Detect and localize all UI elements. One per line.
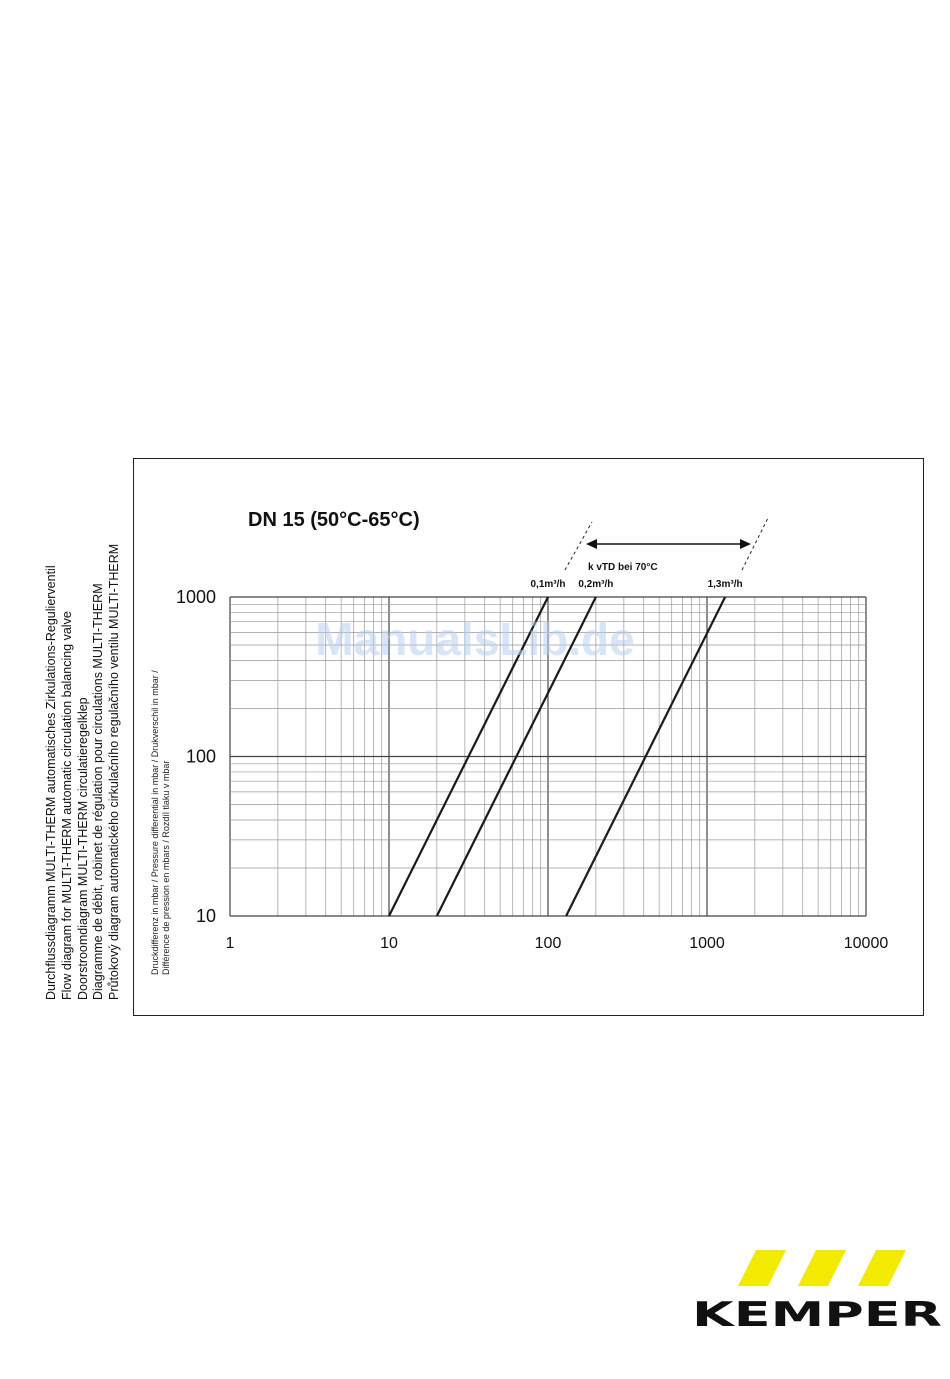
annotation-arrow-head: [740, 539, 751, 549]
x-tick-label: 1: [225, 935, 235, 952]
kemper-logo: [688, 1246, 948, 1336]
series-label: 0,2m³/h: [578, 579, 614, 590]
side-title-nl: Doorstroomdiagram MULTI-THERM circulatieregelklep: [75, 697, 90, 1000]
k-value-annotation: k vTD bei 70°C: [588, 562, 658, 573]
side-title-de: Durchflussdiagramm MULTI-THERM automatisches Zirkulations-Regulierventil: [44, 565, 58, 1000]
chart-title: DN 15 (50°C-65°C): [248, 509, 420, 531]
side-title-fr: Diagramme de débit, robinet de régulation pour circulations MULTI-THERM: [91, 583, 106, 1000]
y-axis-label-line2: Différence de pression en mbars / Rozdíl tlaku v mbar: [161, 760, 171, 975]
y-tick-label: 100: [185, 746, 216, 767]
side-title-cs: Průtokový diagram automatického cirkulačního regulačního ventilu MULTI-THERM: [107, 543, 122, 1000]
x-tick-label: 100: [534, 935, 562, 952]
side-title-en: Flow diagram for MULTI-THERM automatic circulation balancing valve: [59, 611, 74, 1000]
x-tick-label: 1000: [689, 935, 725, 952]
y-axis-label-line1: Druckdifferenz in mbar / Pressure differential in mbar / Drukverschil in mbar /: [150, 670, 160, 975]
logo-stripe: [798, 1250, 846, 1286]
series-label: 0,1m³/h: [530, 579, 566, 590]
annotation-arrow-head: [586, 539, 597, 549]
logo-stripe: [858, 1250, 906, 1286]
logo-wordmark: KEMPER: [692, 1295, 942, 1335]
y-tick-label: 10: [195, 906, 216, 926]
series-label: 1,3m³/h: [707, 579, 743, 590]
y-tick-label: 1000: [175, 587, 216, 607]
x-tick-label: 10: [380, 935, 398, 952]
logo-stripe: [738, 1250, 786, 1286]
watermark: ManualsLib.de: [315, 613, 635, 665]
x-tick-label: 10000: [843, 935, 889, 952]
